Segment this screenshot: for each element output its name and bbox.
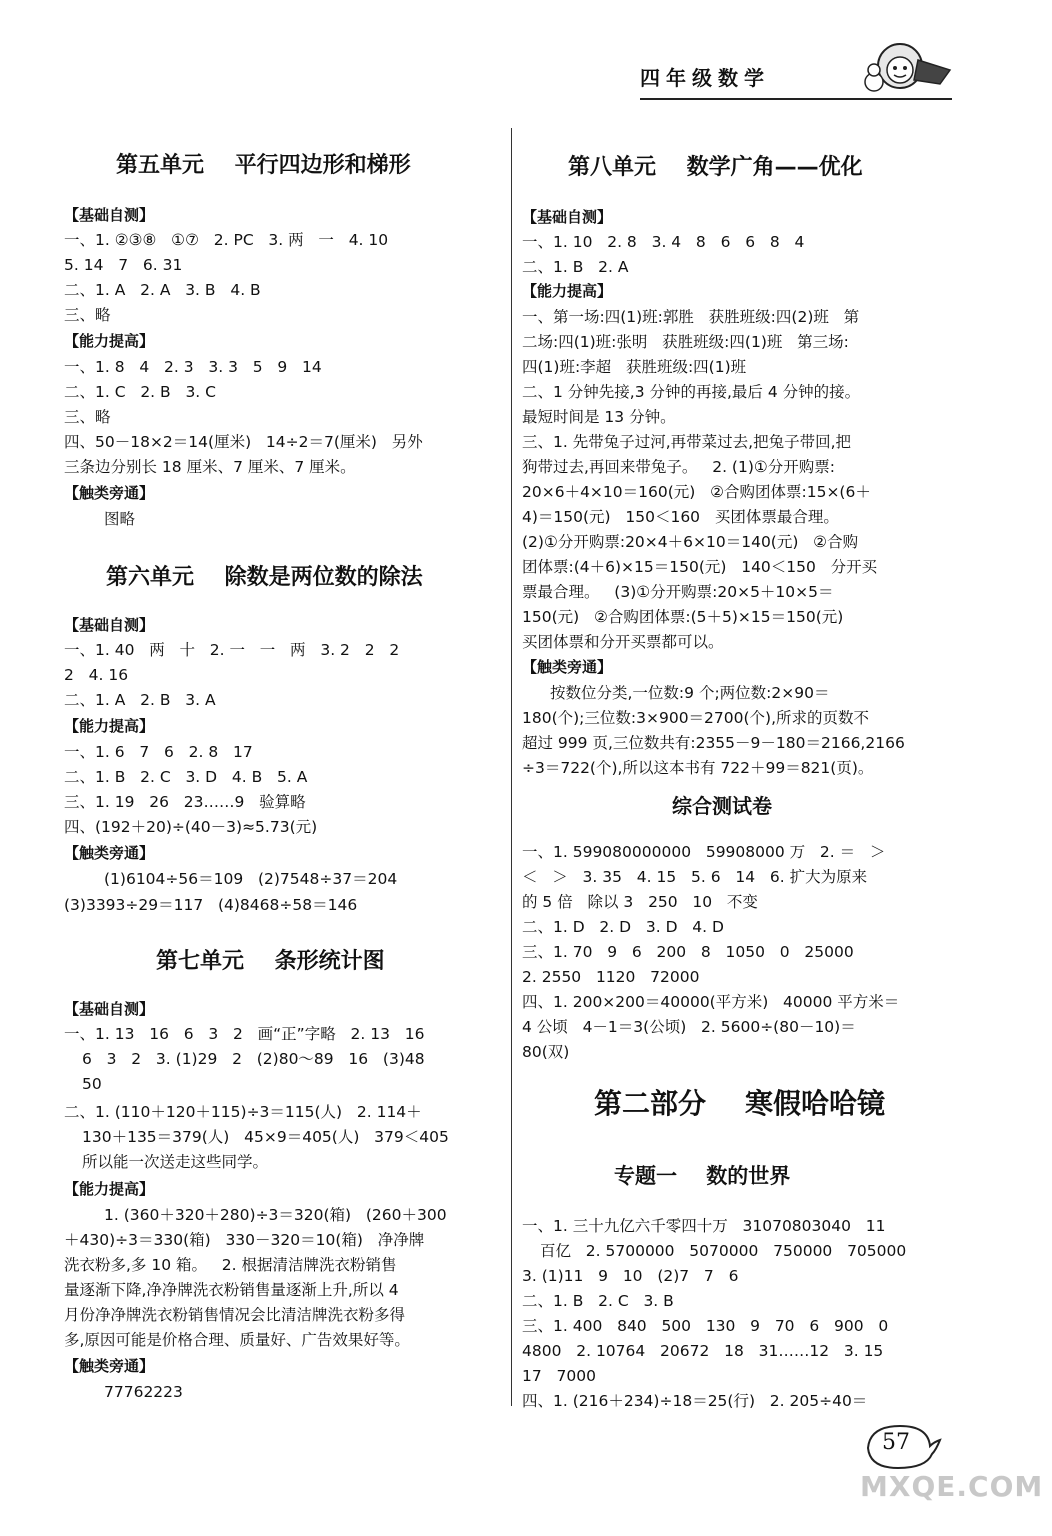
unit7-line: 月份净净牌洗衣粉销售情况会比清洁牌洗衣粉多得 <box>64 1306 406 1324</box>
unit5-line: 一、1. ②③⑧ ①⑦ 2. PC 3. 两 一 4. 10 <box>64 231 389 249</box>
unit5-line: 三、略 <box>64 306 111 324</box>
unit8-tag-extension: 【触类旁通】 <box>522 658 613 676</box>
unit7-line: 洗衣粉多,多 10 箱。 2. 根据清洁牌洗衣粉销售 <box>64 1256 397 1274</box>
mascot-illustration <box>822 40 952 96</box>
unit7-line: 130＋135＝379(人) 45×9＝405(人) 379＜405 <box>82 1128 449 1146</box>
unit8-line: 超过 999 页,三位数共有:2355－9－180＝2166,2166 <box>522 734 905 752</box>
test-line: 的 5 倍 除以 3 250 10 不变 <box>522 893 758 911</box>
unit7-line: 1. (360＋320＋280)÷3＝320(箱) (260＋300 <box>104 1206 447 1224</box>
unit5-line: 二、1. A 2. A 3. B 4. B <box>64 281 261 299</box>
unit8-line: 买团体票和分开买票都可以。 <box>522 633 724 651</box>
topic1-line: 二、1. B 2. C 3. B <box>522 1292 674 1310</box>
unit6-line: 四、(192＋20)÷(40－3)≈5.73(元) <box>64 818 318 836</box>
test-line: 一、1. 599080000000 59908000 万 2. ＝ ＞ <box>522 843 886 861</box>
test-title: 综合测试卷 <box>672 794 772 818</box>
unit8-line: 按数位分类,一位数:9 个;两位数:2×90＝ <box>550 684 830 702</box>
unit6-line: (3)3393÷29＝117 (4)8468÷58＝146 <box>64 896 358 914</box>
unit7-line: 二、1. (110＋120＋115)÷3＝115(人) 2. 114＋ <box>64 1103 422 1121</box>
topic1-line: 3. (1)11 9 10 (2)7 7 6 <box>522 1267 739 1285</box>
unit8-tag-advanced: 【能力提高】 <box>522 282 613 300</box>
unit6-tag-advanced: 【能力提高】 <box>64 717 155 735</box>
unit5-line: 三、略 <box>64 408 111 426</box>
unit8-line: 一、第一场:四(1)班:郭胜 获胜班级:四(2)班 第 <box>522 308 860 326</box>
page-number: 57 <box>882 1430 910 1455</box>
column-divider <box>511 128 512 1406</box>
topic1-line: 4800 2. 10764 20672 18 31……12 3. 15 <box>522 1342 884 1360</box>
unit6-line: 一、1. 40 两 十 2. 一 一 两 3. 2 2 2 <box>64 641 400 659</box>
test-line: 80(双) <box>522 1043 570 1061</box>
unit7-tag-extension: 【触类旁通】 <box>64 1357 155 1375</box>
test-line: ＜ ＞ 3. 35 4. 15 5. 6 14 6. 扩大为原来 <box>522 868 868 886</box>
unit8-line: 180(个);三位数:3×900＝2700(个),所求的页数不 <box>522 709 870 727</box>
unit6-tag-basic: 【基础自测】 <box>64 616 155 634</box>
unit8-line: 四(1)班:李超 获胜班级:四(1)班 <box>522 358 747 376</box>
topic1-line: 百亿 2. 5700000 5070000 750000 705000 <box>540 1242 907 1260</box>
test-line: 二、1. D 2. D 3. D 4. D <box>522 918 724 936</box>
unit8-tag-basic: 【基础自测】 <box>522 208 613 226</box>
unit5-tag-extension: 【触类旁通】 <box>64 484 155 502</box>
unit7-line: 一、1. 13 16 6 3 2 画“正”字略 2. 13 16 <box>64 1025 425 1043</box>
unit7-line: 50 <box>82 1075 102 1093</box>
unit8-line: 二、1. B 2. A <box>522 258 629 276</box>
topic1-title: 专题一 数的世界 <box>614 1164 791 1188</box>
unit7-line: ＋430)÷3＝330(箱) 330－320＝10(箱) 净净牌 <box>64 1231 425 1249</box>
unit6-line: 二、1. A 2. B 3. A <box>64 691 216 709</box>
unit8-line: ÷3＝722(个),所以这本书有 722＋99＝821(页)。 <box>522 759 874 777</box>
unit5-line: 二、1. C 2. B 3. C <box>64 383 216 401</box>
unit8-line: 二场:四(1)班:张明 获胜班级:四(1)班 第三场: <box>522 333 849 351</box>
test-line: 三、1. 70 9 6 200 8 1050 0 25000 <box>522 943 854 961</box>
header-rule <box>640 98 952 100</box>
unit6-line: 2 4. 16 <box>64 666 129 684</box>
topic1-line: 三、1. 400 840 500 130 9 70 6 900 0 <box>522 1317 889 1335</box>
unit8-line: 团体票:(4＋6)×15＝150(元) 140＜150 分开买 <box>522 558 878 576</box>
unit8-line: 狗带过去,再回来带兔子。 2. (1)①分开购票: <box>522 458 835 476</box>
topic1-line: 17 7000 <box>522 1367 596 1385</box>
unit7-line: 77762223 <box>104 1383 183 1401</box>
test-line: 四、1. 200×200＝40000(平方米) 40000 平方米＝ <box>522 993 900 1011</box>
unit7-line: 所以能一次送走这些同学。 <box>82 1153 269 1171</box>
unit8-line: 4)＝150(元) 150＜160 买团体票最合理。 <box>522 508 839 526</box>
unit5-line: 图略 <box>104 510 136 528</box>
unit7-tag-advanced: 【能力提高】 <box>64 1180 155 1198</box>
unit6-line: 一、1. 6 7 6 2. 8 17 <box>64 743 253 761</box>
part2-title: 第二部分 寒假哈哈镜 <box>594 1087 885 1120</box>
unit7-tag-basic: 【基础自测】 <box>64 1000 155 1018</box>
page-number-badge <box>862 1418 942 1472</box>
unit8-line: 20×6＋4×10＝160(元) ②合购团体票:15×(6＋ <box>522 483 871 501</box>
unit5-line: 一、1. 8 4 2. 3 3. 3 5 9 14 <box>64 358 322 376</box>
topic1-line: 一、1. 三十九亿六千零四十万 31070803040 11 <box>522 1217 886 1235</box>
topic1-line: 四、1. (216＋234)÷18＝25(行) 2. 205÷40＝ <box>522 1392 868 1410</box>
page-header <box>640 40 952 100</box>
unit6-tag-extension: 【触类旁通】 <box>64 844 155 862</box>
unit6-line: 二、1. B 2. C 3. D 4. B 5. A <box>64 768 308 786</box>
unit8-line: 150(元) ②合购团体票:(5＋5)×15＝150(元) <box>522 608 844 626</box>
watermark: MXQE.COM <box>860 1470 1044 1503</box>
unit8-title: 第八单元 数学广角——优化 <box>568 155 863 180</box>
unit5-line: 四、50－18×2＝14(厘米) 14÷2＝7(厘米) 另外 <box>64 433 423 451</box>
unit6-line: (1)6104÷56＝109 (2)7548÷37＝204 <box>104 870 398 888</box>
unit5-title: 第五单元 平行四边形和梯形 <box>116 153 411 178</box>
unit8-line: 最短时间是 13 分钟。 <box>522 408 676 426</box>
unit7-line: 量逐渐下降,净净牌洗衣粉销售量逐渐上升,所以 4 <box>64 1281 399 1299</box>
unit5-line: 三条边分别长 18 厘米、7 厘米、7 厘米。 <box>64 458 356 476</box>
unit8-line: 二、1 分钟先接,3 分钟的再接,最后 4 分钟的接。 <box>522 383 861 401</box>
header-title: 四年级数学 <box>640 66 770 90</box>
unit5-tag-advanced: 【能力提高】 <box>64 332 155 350</box>
unit8-line: 三、1. 先带兔子过河,再带菜过去,把兔子带回,把 <box>522 433 851 451</box>
unit7-title: 第七单元 条形统计图 <box>156 949 385 974</box>
unit7-line: 6 3 2 3. (1)29 2 (2)80～89 16 (3)48 <box>82 1050 425 1068</box>
unit6-line: 三、1. 19 26 23……9 验算略 <box>64 793 306 811</box>
unit5-line: 5. 14 7 6. 31 <box>64 256 183 274</box>
unit5-tag-basic: 【基础自测】 <box>64 206 155 224</box>
unit8-line: (2)①分开购票:20×4＋6×10＝140(元) ②合购 <box>522 533 859 551</box>
unit8-line: 一、1. 10 2. 8 3. 4 8 6 6 8 4 <box>522 233 805 251</box>
test-line: 4 公顷 4－1＝3(公顷) 2. 5600÷(80－10)＝ <box>522 1018 856 1036</box>
unit8-line: 票最合理。 (3)①分开购票:20×5＋10×5＝ <box>522 583 834 601</box>
unit6-title: 第六单元 除数是两位数的除法 <box>106 565 423 590</box>
unit7-line: 多,原因可能是价格合理、质量好、广告效果好等。 <box>64 1331 410 1349</box>
test-line: 2. 2550 1120 72000 <box>522 968 700 986</box>
